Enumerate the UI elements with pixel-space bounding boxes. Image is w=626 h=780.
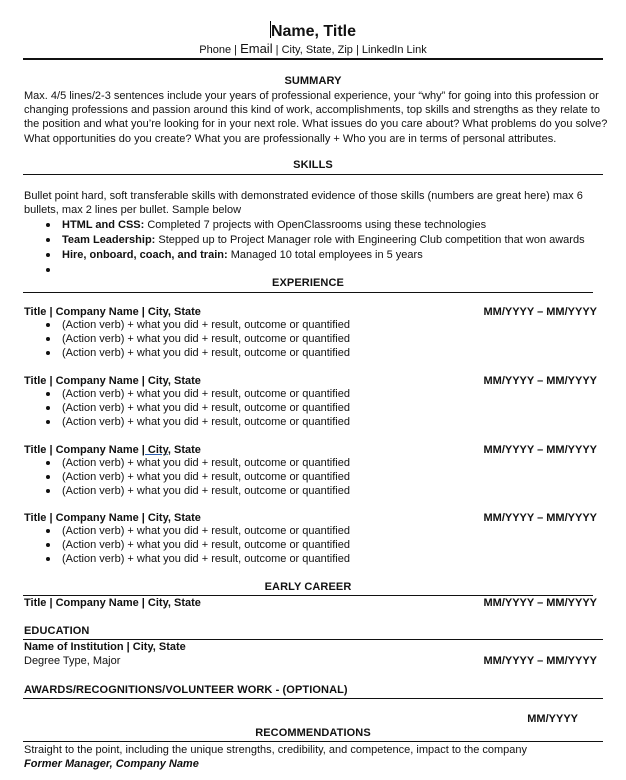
job-bullet: (Action verb) + what you did + result, outcome or quantified: [24, 470, 350, 484]
recommendation-attribution: Former Manager, Company Name: [24, 758, 199, 770]
summary-line: Max. 4/5 lines/2-3 sentences include your years of professional experience, your “why” for going into this profession or: [24, 90, 599, 102]
summary-line: What opportunities do you create? What you are professionally + Who you are in terms of personal attributes.: [24, 132, 557, 145]
job-bullet: (Action verb) + what you did + result, outcome or quantified: [24, 401, 350, 415]
job-bullets: [24, 387, 350, 429]
job-bullet: (Action verb) + what you did + result, outcome or quantified: [24, 538, 350, 552]
skills-item: [24, 218, 585, 232]
job-dates: MM/YYYY – MM/YYYY: [483, 444, 597, 456]
job-bullets: [24, 318, 350, 360]
summary-heading: SUMMARY: [284, 75, 342, 87]
education-dates: MM/YYYY – MM/YYYY: [483, 655, 597, 667]
header-divider: [23, 58, 603, 60]
contact-location: City, State, Zip: [281, 44, 353, 56]
name-title-heading: [0, 21, 626, 42]
job-dates: MM/YYYY – MM/YYYY: [483, 375, 597, 387]
recommendation-quote: Straight to the point, including the unique strengths, credibility, and competence, impact to the company: [24, 744, 528, 756]
contact-linkedin: LinkedIn Link: [361, 44, 427, 56]
education-institution-line: Name of Institution | City, State: [24, 641, 186, 653]
job-dates: MM/YYYY – MM/YYYY: [483, 512, 597, 524]
recommendations-heading: RECOMMENDATIONS: [255, 727, 371, 739]
early-career-title-line: Title | Company Name | City, State: [24, 597, 201, 609]
job-bullets: [24, 456, 350, 498]
separator: |: [352, 44, 362, 56]
skills-item-label: HTML and CSS:: [62, 219, 145, 231]
job-title-line: Title | Company Name | City, State: [24, 375, 201, 387]
job-bullets: [24, 524, 350, 566]
education-heading: EDUCATION: [24, 625, 90, 637]
skills-item-text: Managed 10 total employees in 5 years: [227, 249, 423, 261]
job-bullet: (Action verb) + what you did + result, outcome or quantified: [24, 415, 350, 429]
job-title-prefix: Title | Company Name: [24, 444, 142, 456]
job-bullet: (Action verb) + what you did + result, outcome or quantified: [24, 552, 350, 566]
early-career-heading: EARLY CAREER: [264, 581, 352, 593]
skills-item-label: Team Leadership:: [62, 234, 156, 246]
job-bullet: (Action verb) + what you did + result, outcome or quantified: [24, 387, 350, 401]
skills-divider: [23, 174, 603, 175]
awards-date: MM/YYYY: [527, 713, 578, 725]
job-title-line: Title | Company Name | City, State: [24, 306, 201, 318]
job-dates: MM/YYYY – MM/YYYY: [483, 306, 597, 318]
contact-phone: Phone: [199, 44, 232, 56]
job-title-line: [24, 443, 201, 457]
job-bullet: (Action verb) + what you did + result, outcome or quantified: [24, 332, 350, 346]
contact-email: Email: [240, 41, 273, 56]
contact-line: [0, 42, 626, 57]
skills-intro-line: Bullet point hard, soft transferable skills with demonstrated evidence of those skills (numbers are great here) max 6: [24, 190, 583, 202]
job-bullet: (Action verb) + what you did + result, outcome or quantified: [24, 456, 350, 470]
skills-intro: [24, 189, 583, 217]
job-bullet: (Action verb) + what you did + result, outcome or quantified: [24, 524, 350, 538]
skills-intro-line: bullets, max 2 lines per bullet. Sample below: [24, 204, 242, 217]
experience-heading: EXPERIENCE: [272, 277, 344, 289]
awards-divider: [23, 698, 603, 699]
job-bullet: (Action verb) + what you did + result, outcome or quantified: [24, 346, 350, 360]
separator: |: [231, 44, 241, 56]
skills-item: [24, 233, 585, 247]
skills-item-empty: [24, 263, 585, 277]
experience-divider: [23, 292, 593, 293]
summary-line: changing professions and passion around this kind of work, accomplishments, top skills and strengths as they relate to: [24, 104, 600, 117]
skills-item-text: Completed 7 projects with OpenClassrooms using these technologies: [144, 219, 487, 231]
name-title-text: Name, Title: [270, 23, 357, 40]
job-bullet: (Action verb) + what you did + result, outcome or quantified: [24, 318, 350, 332]
early-career-dates: MM/YYYY – MM/YYYY: [483, 597, 597, 609]
summary-line: the position and what you’re looking for in your next role. What issues do you care about? What problems do you solve?: [24, 118, 608, 131]
job-bullet: (Action verb) + what you did + result, outcome or quantified: [24, 484, 350, 498]
summary-paragraph: [24, 89, 607, 146]
skills-item-text: Stepped up to Project Manager role with Engineering Club competition that won awards: [155, 234, 585, 246]
skills-heading: SKILLS: [293, 159, 333, 171]
education-degree: Degree Type, Major: [24, 655, 121, 667]
skills-item: [24, 248, 585, 262]
awards-heading: AWARDS/RECOGNITIONS/VOLUNTEER WORK - (OPTIONAL): [24, 684, 348, 696]
job-title-line: Title | Company Name | City, State: [24, 512, 201, 524]
skills-list: [24, 218, 585, 277]
recommendations-divider: [23, 741, 603, 742]
separator: |: [272, 44, 282, 56]
job-title-suffix: , State: [167, 444, 201, 456]
skills-item-label: Hire, onboard, coach, and train:: [62, 249, 228, 261]
spellcheck-marked-text[interactable]: | City: [141, 444, 168, 456]
